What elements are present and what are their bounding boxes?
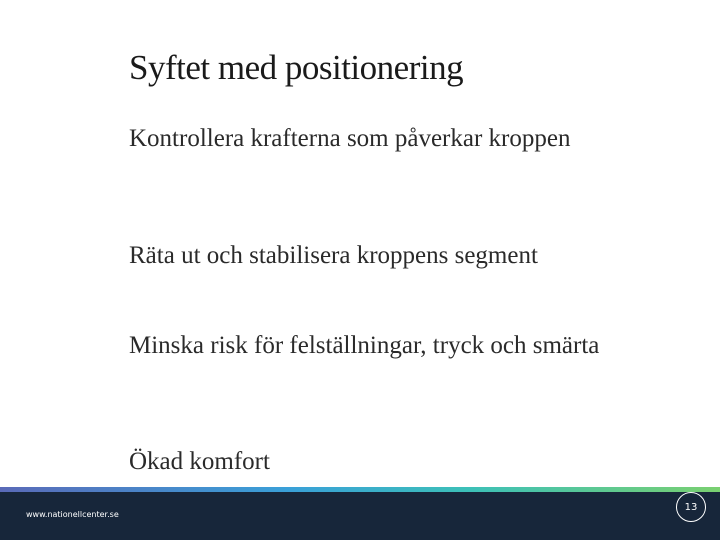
slide-footer <box>0 492 720 540</box>
bullet-item: Ökad komfort <box>129 448 270 475</box>
footer-website: www.nationellcenter.se <box>26 510 119 519</box>
bullet-item: Räta ut och stabilisera kroppens segment <box>129 242 538 269</box>
page-number-badge: 13 <box>676 492 706 522</box>
slide-title: Syftet med positionering <box>129 48 464 87</box>
bullet-item: Kontrollera krafterna som påverkar kroppen <box>129 125 571 152</box>
bullet-item: Minska risk för felställningar, tryck och smärta <box>129 332 600 359</box>
